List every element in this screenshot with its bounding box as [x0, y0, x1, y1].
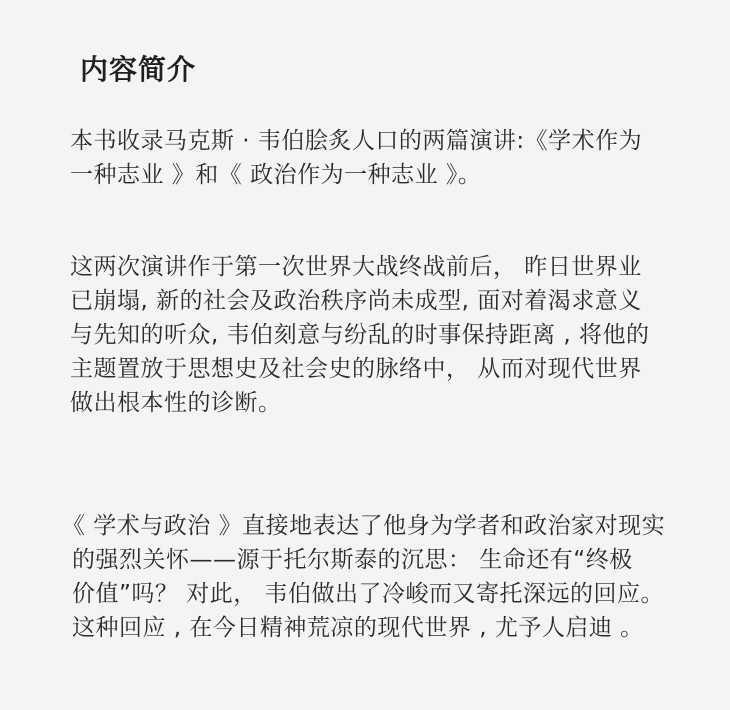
paragraph-2	[70, 250, 710, 420]
paragraph-line: 主题置放于思想史及社会史的脉络中， 从而对现代世界	[70, 356, 642, 382]
paragraph-line: 这种回应 , 在今日精神荒凉的现代世界 , 尤予人启迪 。	[72, 615, 644, 641]
paragraph-line: 做出根本性的诊断。	[70, 390, 282, 416]
paragraph-1	[70, 124, 710, 192]
paragraph-line: 本书收录马克斯 · 韦伯脍炙人口的两篇演讲:《学术作为	[70, 128, 643, 154]
paragraph-line: 一种志业 》和《 政治作为一种志业 》。	[70, 162, 482, 188]
paragraph-line: 已崩塌, 新的社会及政治秩序尚未成型, 面对着渴求意义	[70, 288, 642, 314]
paragraph-3	[62, 509, 702, 645]
section-title: 内容简介	[80, 53, 197, 86]
paragraph-line: 的强烈关怀——源于托尔斯泰的沉思： 生命还有“终极	[72, 547, 633, 573]
paragraph-line: 价值”吗？ 对此， 韦伯做出了冷峻而又寄托深远的回应。	[72, 581, 665, 607]
paragraph-line: 这两次演讲作于第一次世界大战终战前后， 昨日世界业	[70, 254, 642, 280]
paragraph-line: 《 学术与政治 》直接地表达了他身为学者和政治家对现实	[62, 513, 666, 539]
paragraph-line: 与先知的听众, 韦伯刻意与纷乱的时事保持距离 , 将他的	[70, 322, 650, 348]
